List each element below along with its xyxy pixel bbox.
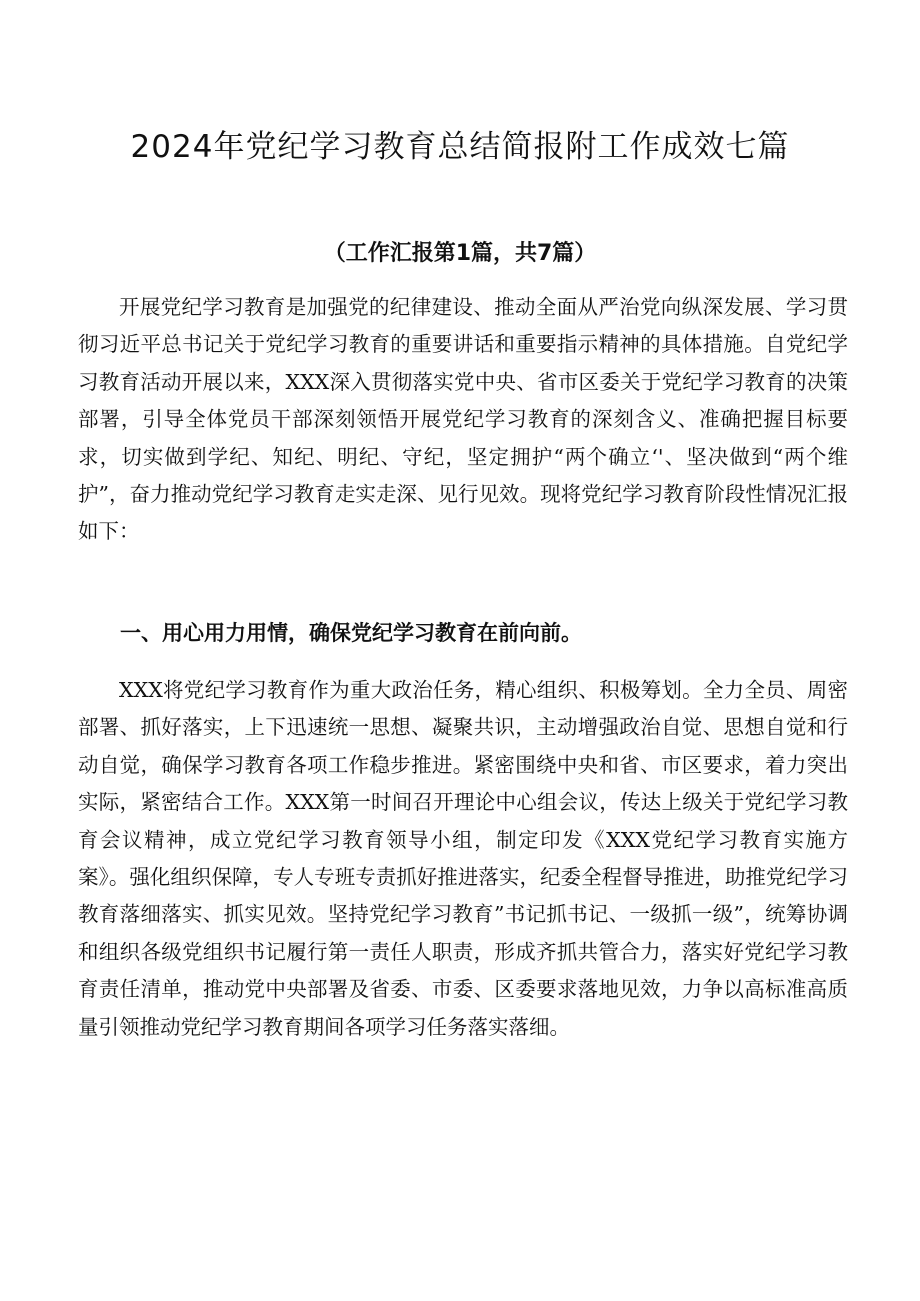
document-title: 2024年党纪学习教育总结简报附工作成效七篇: [130, 129, 790, 165]
intro-paragraph: 开展党纪学习教育是加强党的纪律建设、推动全面从严治党向纵深发展、学习贯彻习近平总书记关于党纪学习教育的重要讲话和重要指示精神的具体措施。自党纪学习教育活动开展以来，XXX深入贯彻落实党中央、省市区委关于党纪学习教育的决策部署，引导全体党员干部深刻领悟开展党纪学习教育的深刻含义、准确把握目标要求，切实做到学纪、知纪、明纪、守纪，坚定拥护“两个确立‘'、坚决做到“两个维护”，奋力推动党纪学习教育走实走深、见行见效。现将党纪学习教育阶段性情况汇报如下：: [78, 295, 848, 544]
body-paragraph: XXX将党纪学习教育作为重大政治任务，精心组织、积极筹划。全力全员、周密部署、抓好落实，上下迅速统一思想、凝聚共识，主动增强政治自觉、思想自觉和行动自觉，确保学习教育各项工作稳步推进。紧密围绕中央和省、市区要求，着力突出实际，紧密结合工作。XXX第一时间召开理论中心组会议，传达上级关于党纪学习教育会议精神，成立党纪学习教育领导小组，制定印发《XXX党纪学习教育实施方案》。强化组织保障，专人专班专责抓好推进落实，纪委全程督导推进，助推党纪学习教育落细落实、抓实见效。坚持党纪学习教育”书记抓书记、一级抓一级”，统筹协调和组织各级党组织书记履行第一责任人职责，形成齐抓共管合力，落实好党纪学习教育责任清单，推动党中央部署及省委、市委、区委要求落地见效，力争以高标准高质量引领推动党纪学习教育期间各项学习任务落实落细。: [78, 678, 848, 1039]
document-subtitle: （工作汇报第1篇，共7篇）: [323, 241, 597, 266]
section-heading: 一、用心用力用情，确保党纪学习教育在前向前。: [120, 621, 582, 645]
